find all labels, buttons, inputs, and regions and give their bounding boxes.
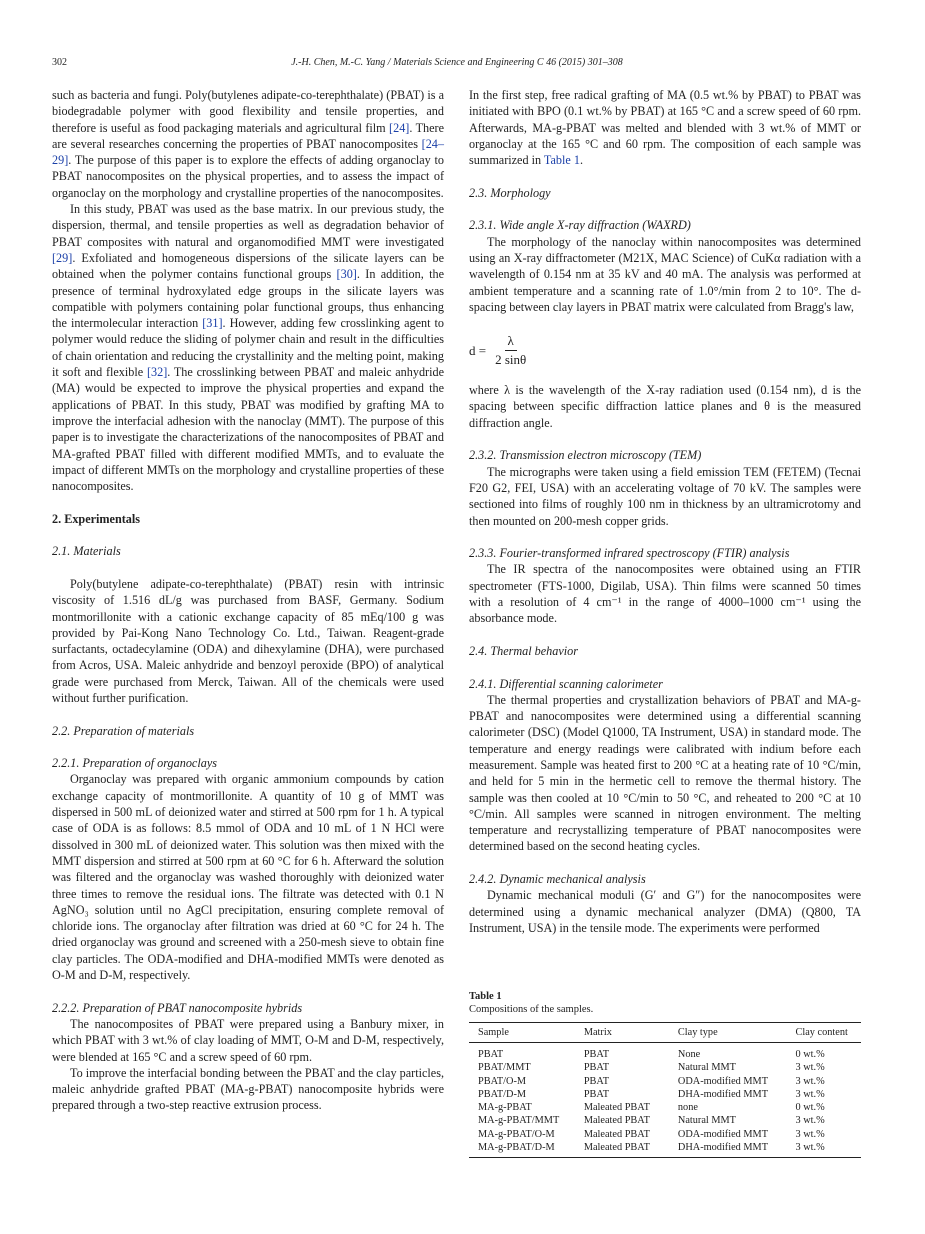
table-cell: 0 wt.% — [795, 1049, 825, 1060]
table-cell: 3 wt.% — [795, 1075, 825, 1087]
column-header: Clay type — [669, 1023, 787, 1043]
body-paragraph: where λ is the wavelength of the X-ray radiation used (0.154 nm), d is the spacing between specific diffraction lattice planes and θ is the measured diffraction angle. — [469, 383, 861, 430]
body-paragraph: Organoclay was prepared with organic ammonium compounds by cation exchange capacity of montmorillonite. A quantity of 10 g of MMT was dispersed in 500 mL of deionized water and stirred at 500 rpm for 1 h. A typical case of ODA is as follows: 8.5 mmol of ODA and 10 mL of 1 N HCl were dissolved in 300 mL of deionized water. This solution was then mixed with the MMT dispersion and stirred at 500 rpm at 60 °C for 6 h. Afterward the solution was filtered and the organoclay was washed thoroughly with deionized water three times to remove the residual ions. The filtrate was detected with 0.1 N AgNO₃ solution until no AgCl precipitation, ensuring complete removal of chloride ions. The organoclay after filtration was dried at 60 °C for 24 h. The dried organoclay was ground and screened with a 250-mesh sieve to obtain fine clay particles. The ODA-modified and DHA-modified MMTs were denoted as O-M and D-M, respectively. — [52, 772, 444, 983]
table-cell: PBAT — [583, 1075, 610, 1087]
subsection-heading: 2.2. Preparation of materials — [52, 723, 195, 738]
citation-link[interactable]: [32] — [146, 365, 168, 380]
table-row — [469, 1088, 861, 1101]
table-row — [469, 1061, 861, 1074]
table-cell: MA-g-PBAT/MMT — [478, 1115, 560, 1127]
table-1 — [469, 990, 861, 1158]
body-paragraph: The morphology of the nanoclay within nanocomposites was determined using an X-ray diffractometer (M21X, MAC Science) of CuKα radiation with a wavelength of 0.154 nm at 35 kV and 40 mA. The analysis was performed at ambient temperature and a scanning rate of 1.0°/min from 2 to 10°. The d-spacing between clay layers in PBAT matrix were calculated from Bragg's law, — [469, 234, 861, 314]
table-cell: PBAT/MMT — [478, 1062, 531, 1074]
citation-link[interactable]: [30] — [336, 267, 357, 282]
running-title: J.-H. Chen, M.-C. Yang / Materials Science and Engineering C 46 (2015) 301–308 — [291, 57, 623, 68]
subsubsection-heading: 2.3.3. Fourier-transformed infrared spectroscopy (FTIR) analysis — [469, 546, 790, 561]
table-cell: PBAT — [583, 1049, 610, 1060]
table-cell: Maleated PBAT — [583, 1102, 650, 1114]
table-cell: None — [677, 1049, 701, 1060]
subsubsection-heading: 2.2.2. Preparation of PBAT nanocomposite hybrids — [52, 1000, 303, 1015]
body-paragraph: Poly(butylene adipate-co-terephthalate) (PBAT) resin with intrinsic viscosity of 1.516 dL/g was purchased from BASF, Germany. Sodium montmorillonite with a cationic exchange capacity of 85 mEq/100 g was provided by Pai-Kong Nano Technology Co. Ltd., Taiwan. Reagent-grade surfactants, octadecylamine (ODA) and dihexylamine (DHA), were purchased from Acros, USA. Maleic anhydride and benzoyl peroxide (BPO) of analytical grade were purchased from Merck, Taiwan. All of the chemicals were used without further purification. — [52, 576, 444, 705]
table-cell: DHA-modified MMT — [677, 1088, 768, 1100]
table-cell: PBAT — [583, 1062, 610, 1074]
citation-link[interactable]: [24] — [389, 120, 410, 135]
subsubsection-heading: 2.4.1. Differential scanning calorimeter — [469, 676, 663, 691]
table-cell: 0 wt.% — [795, 1102, 825, 1114]
equation-fraction — [492, 333, 529, 368]
body-paragraph: In the first step, free radical grafting of MA (0.5 wt.% by PBAT) to PBAT was initiated with BPO (0.1 wt.% by PBAT) at 165 °C and a screw speed of 60 rpm. Afterwards, MA-g-PBAT was melted and blended with 3 wt.% of MMT or organoclay at the 165 °C and 60 rpm. The composition of each sample was summarized in Table 1. — [469, 88, 861, 168]
table-cell: 3 wt.% — [795, 1128, 825, 1140]
body-paragraph: The nanocomposites of PBAT were prepared using a Banbury mixer, in which PBAT with 3 wt.% of clay loading of MMT, O-M and D-M, respectively, were blended at 165 °C and a screw speed of 60 rpm. — [52, 1016, 444, 1064]
right-column — [469, 87, 861, 936]
subsection-heading: 2.4. Thermal behavior — [469, 643, 579, 658]
body-paragraph: The IR spectra of the nanocomposites were obtained using an FTIR spectrometer (FTS-1000, Digilab, USA). Thin films were scanned 50 times with a resolution of 4 cm⁻¹ in the range of 4000–1000 cm⁻¹ using the absorbance mode. — [469, 562, 861, 626]
table-cell: none — [677, 1102, 698, 1114]
table-cell: Natural MMT — [677, 1062, 736, 1074]
table-cell: PBAT/O-M — [478, 1075, 527, 1087]
table-cell: 3 wt.% — [795, 1115, 825, 1127]
table-cell: Maleated PBAT — [583, 1115, 650, 1127]
table-cell: ODA-modified MMT — [677, 1075, 768, 1087]
table-cell: Maleated PBAT — [583, 1128, 650, 1140]
table-row — [469, 1043, 861, 1062]
table-cell: Natural MMT — [677, 1115, 736, 1127]
body-paragraph: The thermal properties and crystallization behaviors of PBAT and MA-g-PBAT and nanocomposites were determined using a differential scanning calorimeter (DSC) (Model Q1000, TA Instrument, USA) in standard mode. The temperature and energy readings were calibrated with indium before each measurement. Sample was heated first to 200 °C at a heating rate of 10 °C/min, and held for 5 min in the hermetic cell to remove the thermal history. The sample was then cooled at 10 °C/min to 50 °C, and reheated to 200 °C at 10 °C/min. All samples were scanned in nitrogen environment. The melting temperature and recrystallizing temperature of PBAT nanocomposites were determined based on the second heating cycles. — [469, 692, 861, 854]
table-cell: Maleated PBAT — [575, 1141, 669, 1158]
column-header: Clay content — [787, 1023, 862, 1043]
subsection-heading: 2.3. Morphology — [469, 185, 551, 200]
table-cell: DHA-modified MMT — [669, 1141, 787, 1158]
table-cell: PBAT — [478, 1049, 504, 1060]
table-cell: 3 wt.% — [795, 1062, 825, 1074]
compositions-table — [469, 1022, 861, 1158]
page-number: 302 — [52, 57, 67, 68]
table-cell: 3 wt.% — [795, 1088, 825, 1100]
section-heading: 2. Experimentals — [52, 511, 141, 526]
page-header — [52, 57, 862, 71]
column-header: Matrix — [575, 1023, 669, 1043]
subsection-heading: 2.1. Materials — [52, 544, 121, 559]
table-row — [469, 1101, 861, 1114]
subsubsection-heading: 2.3.1. Wide angle X-ray diffraction (WAXRD) — [469, 218, 691, 233]
intro-paragraph-1: such as bacteria and fungi. Poly(butylenes adipate-co-terephthalate) (PBAT) is a biodegradable polymer with good flexibility and tensile properties, and therefore is useful as food packaging materials and agricultural film [24]. There are several researches concerning the properties of PBAT nanocomposites [24–29]. The purpose of this paper is to explore the effects of adding organoclay to PBAT nanocomposites on the physical properties, and to assess the impact of organoclay on the morphology and crystalline properties of the nanocomposites. — [52, 88, 444, 200]
subsubsection-heading: 2.4.2. Dynamic mechanical analysis — [469, 872, 646, 887]
table-caption: Compositions of the samples. — [469, 1004, 594, 1015]
table-label: Table 1 — [469, 991, 502, 1002]
equation-numerator: λ — [505, 333, 517, 351]
intro-paragraph-2: In this study, PBAT was used as the base matrix. In our previous study, the dispersion, thermal, and tensile properties as well as degradation behavior of PBAT composites with natural and organomodified MMT were investigated [29]. Exfoliated and homogeneous dispersions of the silicate layers can be obtained when the polymer contains functional groups [30]. In addition, the presence of terminal hydroxylated edge groups in the silicate layers was compatible with polymers containing polar functional groups, thus enhancing the intermolecular interaction [31]. However, adding few crosslinking agent to polymer would reduce the sliding of polymer chain and result in the difficulties of chain orientation and reducing the crystallinity and the melting point, making it soft and flexible [32]. The crosslinking between PBAT and maleic anhydride (MA) would be expected to improve the physical properties and expand the applications of PBAT. In this study, PBAT was modified by grafting MA to improve the interfacial adhesion with the nanoclay (MMT). The purpose of this paper is to investigate the characterizations of the nanocomposites of PBAT and MA-grafted PBAT filled with different modified MMTs, and to evaluate the impact of different MMTs on the morphology and crystalline properties of these nanocomposites. — [52, 202, 444, 494]
table-cell: 3 wt.% — [787, 1141, 862, 1158]
table-cell: PBAT — [583, 1088, 610, 1100]
table-row — [469, 1075, 861, 1088]
table-cell: MA-g-PBAT — [478, 1102, 532, 1114]
citation-link[interactable]: [24–29] — [52, 136, 444, 168]
body-paragraph: The micrographs were taken using a field emission TEM (FETEM) (Tecnai F20 G2, FEI, USA) with an accelerating voltage of 70 kV. The samples were sectioned into films of roughly 100 nm in thickness by an ultramicrotomy and then mounted on 200-mesh copper grids. — [469, 464, 861, 528]
subsubsection-heading: 2.3.2. Transmission electron microscopy (TEM) — [469, 448, 702, 463]
table-cell: PBAT/D-M — [478, 1088, 527, 1100]
left-column — [52, 87, 444, 1114]
equation-lhs: d = — [469, 342, 487, 358]
body-paragraph: To improve the interfacial bonding between the PBAT and the clay particles, maleic anhydride grafted PBAT (MA-g-PBAT) nanocomposite hybrids were prepared through a two-step reactive extrusion process. — [52, 1065, 444, 1113]
equation-denominator: 2 sinθ — [495, 352, 527, 368]
bragg-equation — [469, 333, 861, 368]
body-paragraph: Dynamic mechanical moduli (G′ and G″) for the nanocomposites were determined using a dynamic mechanical analyzer (DMA) (Q800, TA Instrument, USA) in the tensile mode. The experiments were performed — [469, 888, 861, 935]
table-header-row — [469, 1023, 861, 1043]
table-row — [469, 1114, 861, 1127]
subsubsection-heading: 2.2.1. Preparation of organoclays — [52, 756, 217, 771]
table-link[interactable]: Table 1 — [543, 153, 580, 168]
table-row — [469, 1128, 861, 1141]
table-cell: ODA-modified MMT — [677, 1128, 768, 1140]
citation-link[interactable]: [31] — [202, 316, 223, 331]
table-cell: MA-g-PBAT/D-M — [469, 1141, 575, 1158]
column-header: Sample — [469, 1023, 575, 1043]
table-cell: MA-g-PBAT/O-M — [478, 1128, 555, 1140]
citation-link[interactable]: [29] — [52, 250, 73, 265]
table-row — [469, 1141, 861, 1158]
